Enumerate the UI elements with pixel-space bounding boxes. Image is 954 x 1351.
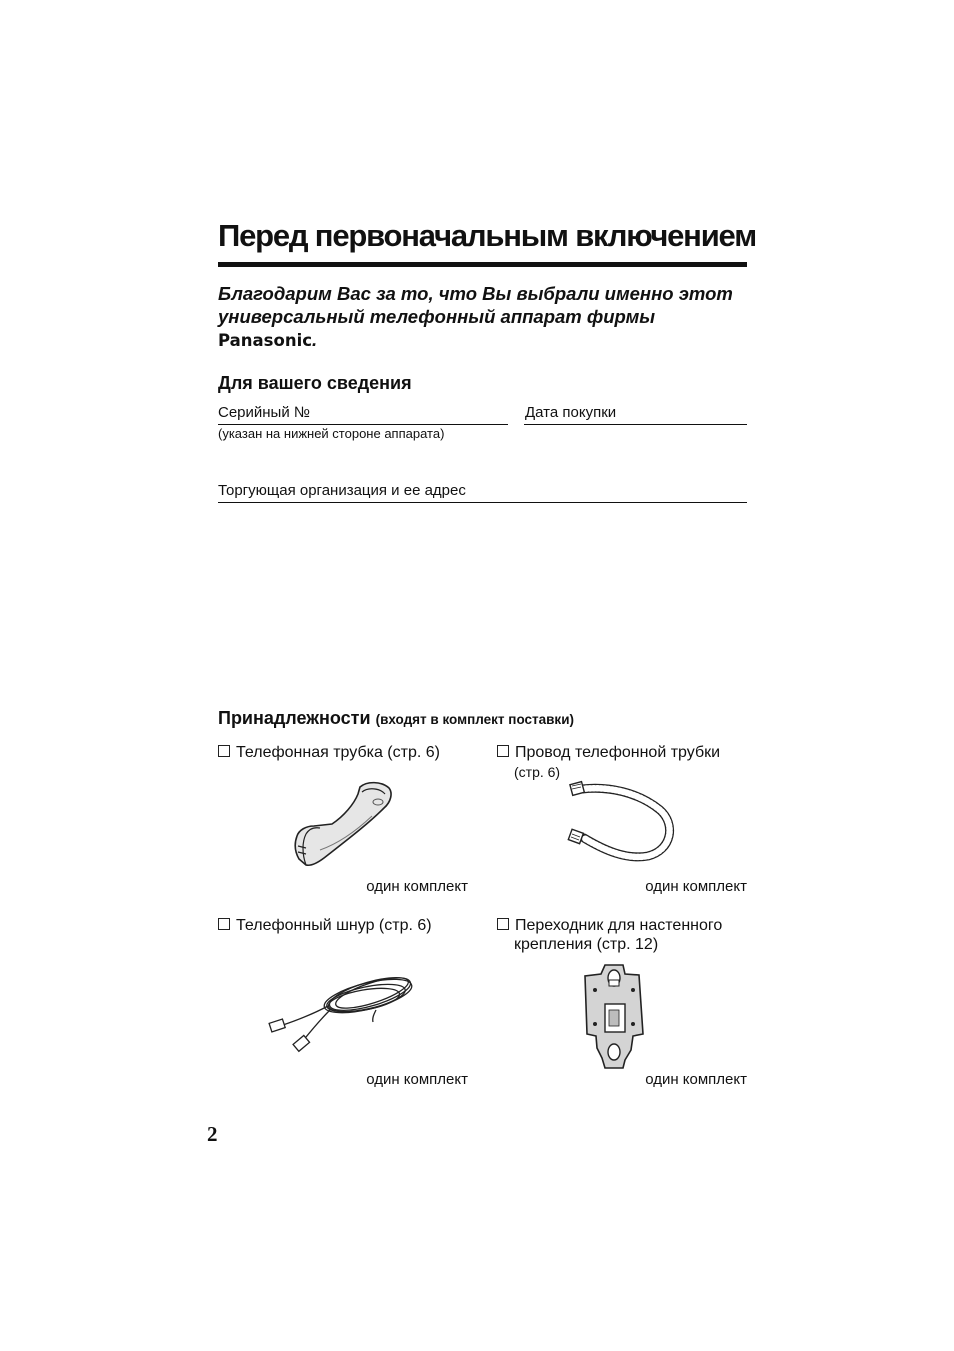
accessories-heading xyxy=(218,708,574,729)
accessory-label: Телефонная трубка (стр. 6) xyxy=(236,744,440,761)
dealer-label: Торгующая организация и ее адрес xyxy=(218,482,466,499)
purchase-date-line xyxy=(524,424,747,425)
serial-number-line xyxy=(218,424,508,425)
telephone-line-cord-icon xyxy=(268,974,420,1060)
accessory-item-handset-cord xyxy=(497,743,720,762)
checkbox-icon xyxy=(218,918,230,930)
page-number: 2 xyxy=(207,1122,218,1146)
accessories-subtitle: (входят в комплект поставки) xyxy=(375,712,574,727)
intro-line-2: универсальный телефонный аппарат фирмы xyxy=(218,306,656,327)
serial-number-label: Серийный № xyxy=(218,404,310,421)
accessories-title: Принадлежности xyxy=(218,708,371,728)
serial-number-note: (указан на нижней стороне аппарата) xyxy=(218,426,445,441)
checkbox-icon xyxy=(497,745,509,757)
quantity-line-cord: один комплект xyxy=(366,1071,468,1088)
accessory-ref-handset-cord: (стр. 6) xyxy=(514,764,561,780)
quantity-wall-adaptor: один комплект xyxy=(645,1071,747,1088)
quantity-handset: один комплект xyxy=(366,878,468,895)
accessory-item-handset xyxy=(218,743,440,762)
quantity-handset-cord: один комплект xyxy=(645,878,747,895)
intro-period: . xyxy=(312,329,318,350)
handset-icon xyxy=(292,780,392,872)
title-rule xyxy=(218,262,747,267)
coiled-cord-icon xyxy=(568,780,678,865)
wall-mount-adaptor-icon xyxy=(585,962,643,1070)
page-title: Перед первоначальным включением xyxy=(218,218,756,253)
accessory-item-wall-adaptor xyxy=(497,916,722,935)
intro-line-1: Благодарим Вас за то, что Вы выбрали именно этот xyxy=(218,283,733,304)
info-heading: Для вашего сведения xyxy=(218,373,412,393)
accessory-label-line-2: крепления (стр. 12) xyxy=(514,936,659,953)
accessory-label: Переходник для настенного xyxy=(515,917,723,934)
purchase-date-label: Дата покупки xyxy=(525,404,617,421)
intro-text xyxy=(218,282,748,352)
checkbox-icon xyxy=(497,918,509,930)
intro-line-3 xyxy=(218,328,748,352)
accessory-label: Провод телефонной трубки xyxy=(515,744,721,761)
accessory-item-line-cord xyxy=(218,916,432,935)
dealer-line xyxy=(218,502,747,503)
accessory-label: Телефонный шнур (стр. 6) xyxy=(236,917,432,934)
checkbox-icon xyxy=(218,745,230,757)
brand-name: Panasonic xyxy=(218,331,313,350)
